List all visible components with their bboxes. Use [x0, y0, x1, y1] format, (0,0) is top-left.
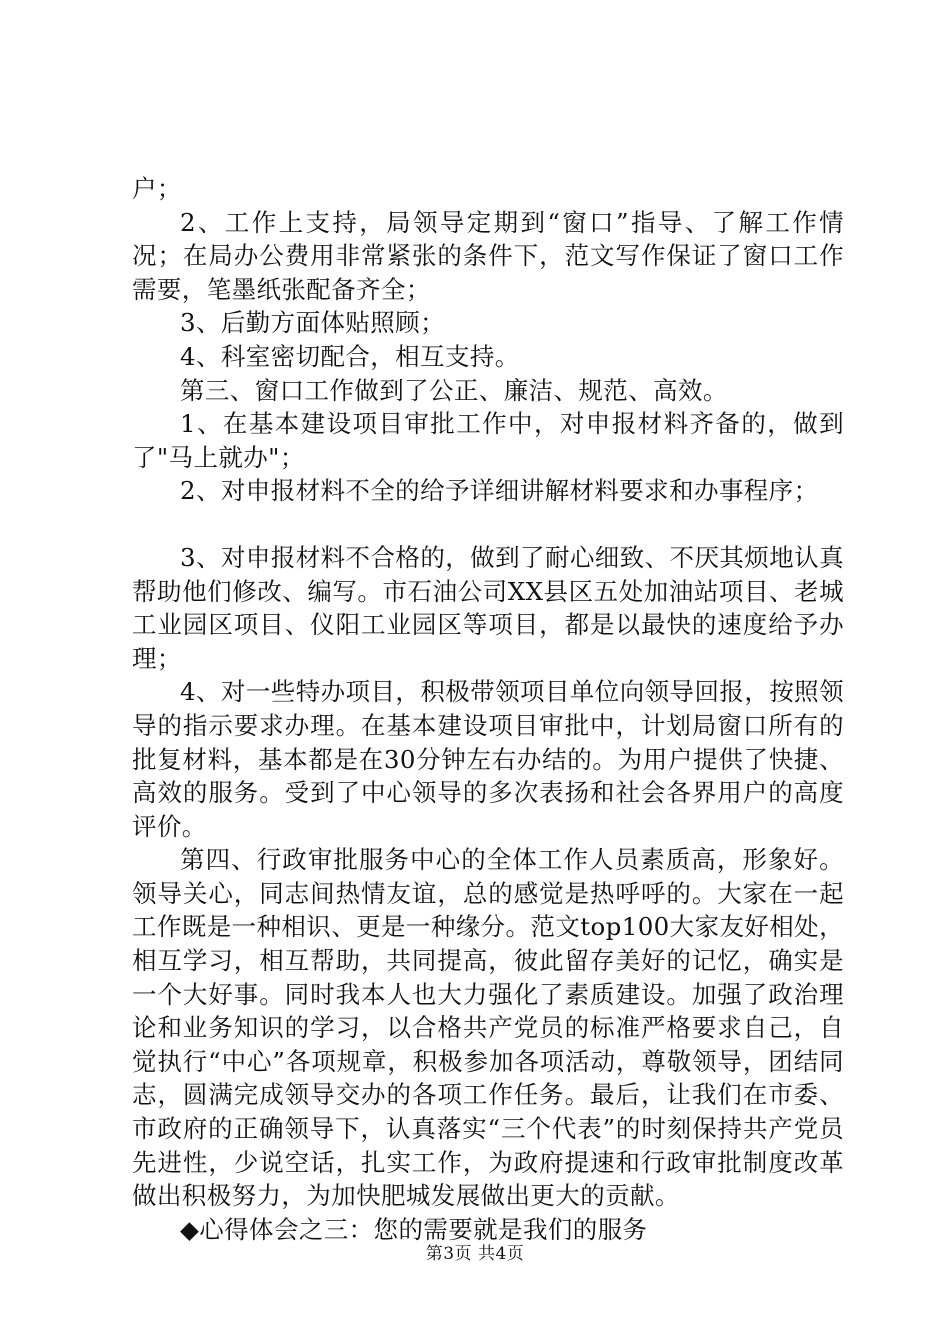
paragraph-work-support: 2、工作上支持，局领导定期到“窗口”指导、了解工作情况；在局办公费用非常紧张的条件下，范文写作保证了窗口工作需要，笔墨纸张配备齐全； [132, 207, 844, 304]
paragraph-continuation: 户； [132, 174, 182, 203]
paragraph-cooperation: 4、科室密切配合，相互支持。 [180, 341, 520, 371]
paragraph-unqualified-materials: 3、对申报材料不合格的，做到了耐心细致、不厌其烦地认真帮助他们修改、编写。市石油公司XX县区五处加油站项目、老城工业园区项目、仪阳工业园区等项目，都是以最快的速度给予办理； [132, 542, 844, 673]
paragraph-section-three-heading: 第三、窗口工作做到了公正、廉洁、规范、高效。 [180, 375, 728, 405]
document-body [132, 172, 844, 1246]
paragraph-complete-materials: 1、在基本建设项目审批工作中，对申报材料齐备的，做到了"马上就办"； [132, 409, 844, 472]
page-number-footer: 第3页 共4页 [425, 1244, 525, 1264]
paragraph-incomplete-materials: 2、对申报材料不全的给予详细讲解材料要求和办事程序； [180, 476, 819, 506]
paragraph-special-projects: 4、对一些特办项目，积极带领项目单位向领导回报，按照领导的指示要求办理。在基本建设项目审批中，计划局窗口所有的批复材料，基本都是在30分钟左右办结的。为用户提供了快捷、高效的服务。受到了中心领导的多次表扬和社会各界用户的高度评价。 [132, 677, 844, 841]
paragraph-logistics: 3、后勤方面体贴照顾； [180, 308, 445, 338]
paragraph-gap [132, 508, 844, 541]
paragraph-next-section-heading: ◆心得体会之三：您的需要就是我们的服务 [180, 1214, 648, 1244]
paragraph-section-four: 第四、行政审批服务中心的全体工作人员素质高，形象好。领导关心，同志间热情友谊，总的感觉是热呼呼的。大家在一起工作既是一种相识、更是一种缘分。范文top100大家友好相处，相互学习，相互帮助，共同提高，彼此留存美好的记忆，确实是一个大好事。同时我本人也大力强化了素质建设。加强了政治理论和业务知识的学习，以合格共产党员的标准严格要求自己，自觉执行“中心”各项规章，积极参加各项活动，尊敬领导，团结同志，圆满完成领导交办的各项工作任务。最后，让我们在市委、市政府的正确领导下，认真落实“三个代表”的时刻保持共产党员先进性，少说空话，扎实工作，为政府提速和行政审批制度改革做出积极努力，为加快肥城发展做出更大的贡献。 [132, 845, 844, 1211]
